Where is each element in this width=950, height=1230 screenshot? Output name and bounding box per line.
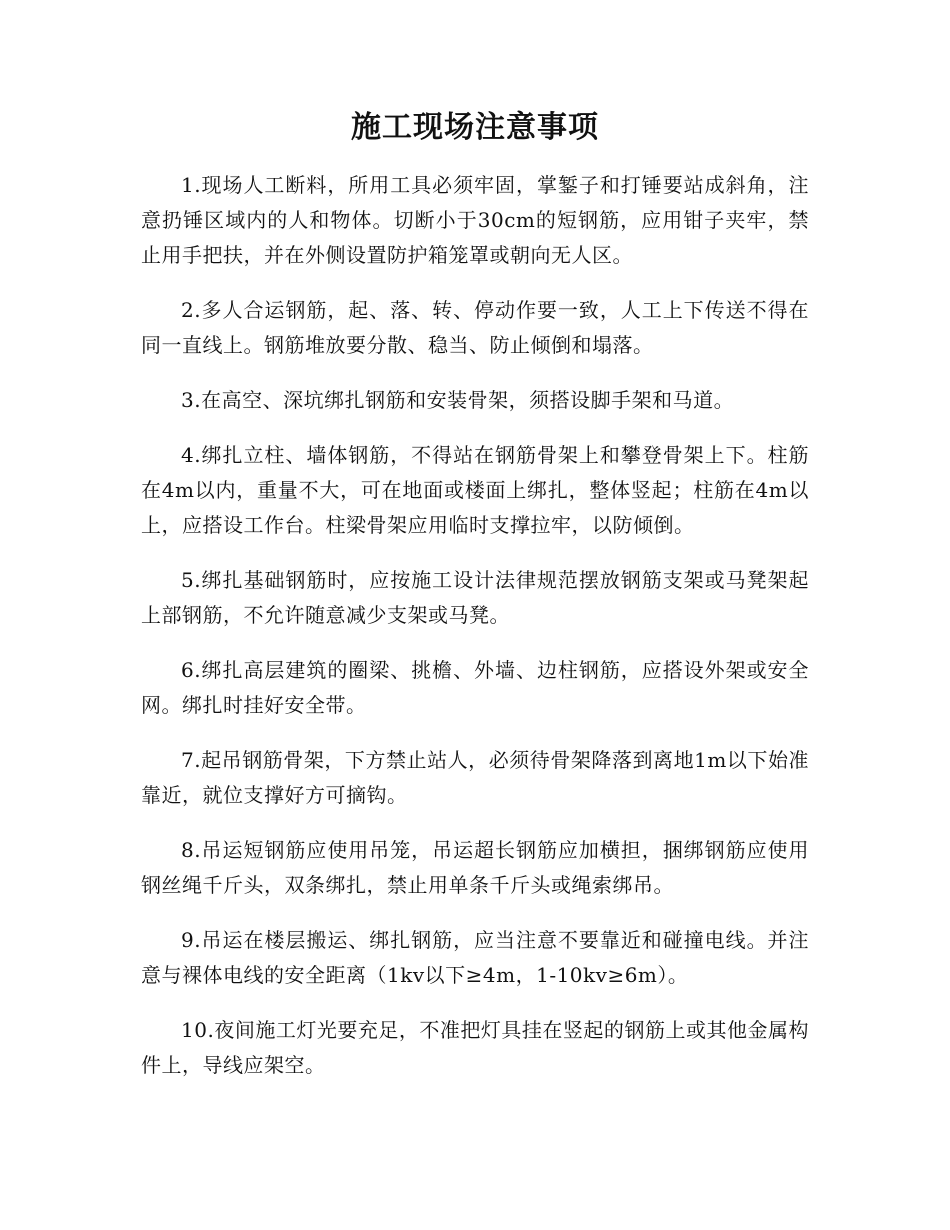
precaution-item-9: 9.吊运在楼层搬运、绑扎钢筋，应当注意不要靠近和碰撞电线。并注意与裸体电线的安全距离（1kv以下≥4m，1-10kv≥6m）。 — [141, 928, 809, 987]
document-title: 施工现场注意事项 — [351, 110, 599, 145]
precaution-item-10: 10.夜间施工灯光要充足，不准把灯具挂在竖起的钢筋上或其他金属构件上，导线应架空。 — [141, 1018, 809, 1077]
precaution-item-3: 3.在高空、深坑绑扎钢筋和安装骨架，须搭设脚手架和马道。 — [181, 388, 735, 412]
precaution-item-5: 5.绑扎基础钢筋时，应按施工设计法律规范摆放钢筋支架或马凳架起上部钢筋，不允许随意减少支架或马凳。 — [141, 568, 809, 627]
precaution-item-1: 1.现场人工断料，所用工具必须牢固，掌錾子和打锤要站成斜角，注意扔锤区域内的人和物体。切断小于30cm的短钢筋，应用钳子夹牢，禁止用手把扶，并在外侧设置防护箱笼罩或朝向无人区。 — [141, 173, 809, 267]
precautions-list — [141, 168, 809, 1103]
precaution-item-7: 7.起吊钢筋骨架，下方禁止站人，必须待骨架降落到离地1m以下始准靠近，就位支撑好方可摘钩。 — [141, 748, 809, 807]
precaution-item-8: 8.吊运短钢筋应使用吊笼，吊运超长钢筋应加横担，捆绑钢筋应使用钢丝绳千斤头，双条绑扎，禁止用单条千斤头或绳索绑吊。 — [141, 838, 809, 897]
precaution-item-6: 6.绑扎高层建筑的圈梁、挑檐、外墙、边柱钢筋，应搭设外架或安全网。绑扎时挂好安全带。 — [141, 658, 809, 717]
precaution-item-2: 2.多人合运钢筋，起、落、转、停动作要一致，人工上下传送不得在同一直线上。钢筋堆放要分散、稳当、防止倾倒和塌落。 — [141, 298, 809, 357]
precaution-item-4: 4.绑扎立柱、墙体钢筋，不得站在钢筋骨架上和攀登骨架上下。柱筋在4m以内，重量不大，可在地面或楼面上绑扎，整体竖起；柱筋在4m以上，应搭设工作台。柱梁骨架应用临时支撑拉牢，以防倾倒。 — [141, 443, 809, 537]
